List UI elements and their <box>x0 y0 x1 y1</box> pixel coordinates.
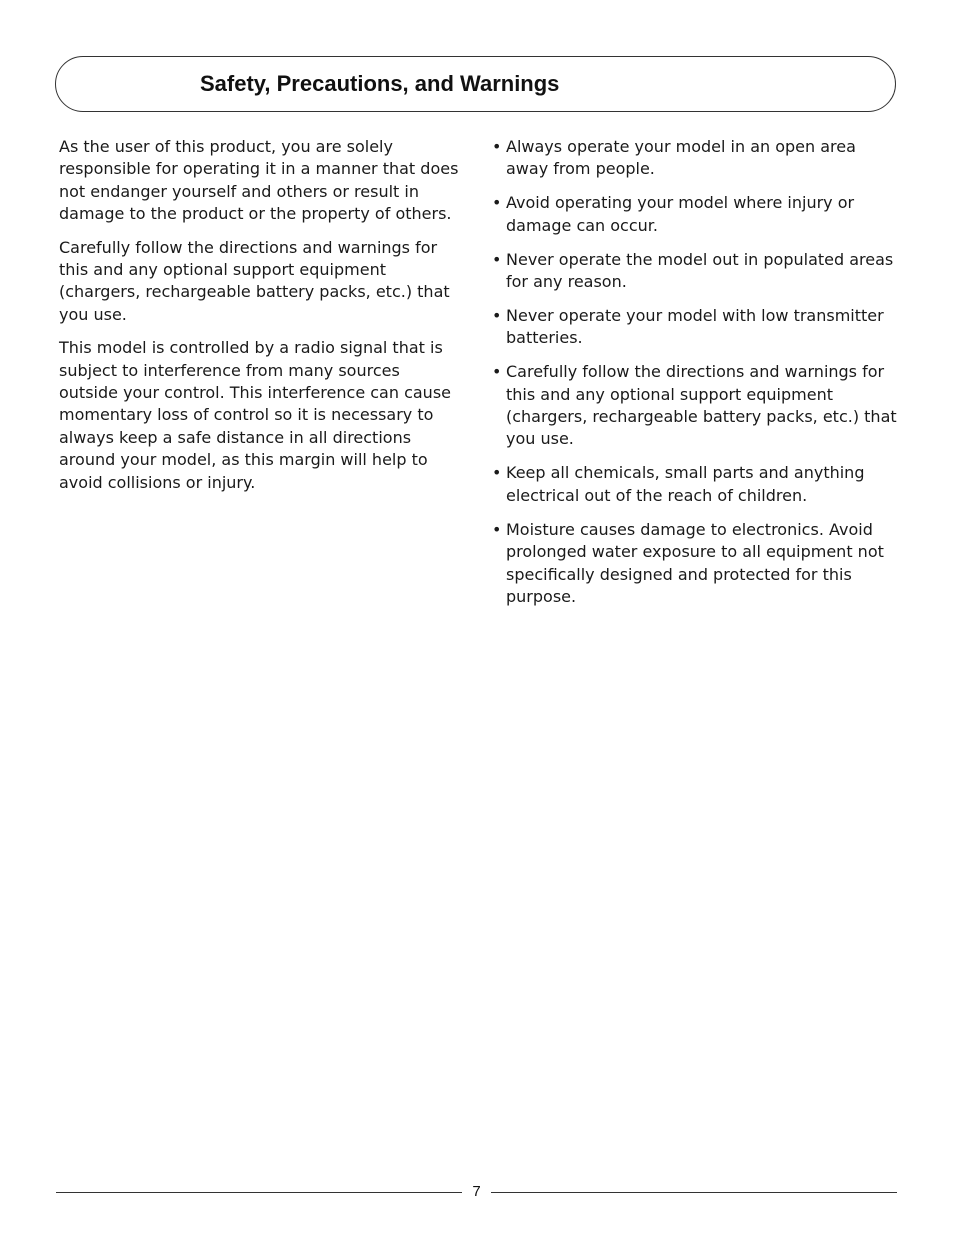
bullet-icon: • <box>492 463 502 483</box>
list-item-text: Carefully follow the directions and warnings for this and any optional support equipment (chargers, rechargeable battery packs, etc.) that you use. <box>506 362 897 449</box>
page-number: 7 <box>472 1183 481 1200</box>
bullet-icon: • <box>492 137 502 156</box>
list-item <box>492 305 902 350</box>
directions-paragraph: Carefully follow the directions and warnings for this and any optional support equipment (chargers, rechargeable battery packs, etc.) that you use. <box>59 237 450 324</box>
left-column <box>59 136 459 505</box>
list-item <box>492 519 902 609</box>
list-item <box>492 192 902 237</box>
right-column <box>492 136 902 620</box>
bullet-icon: • <box>492 249 502 269</box>
bullet-icon: • <box>492 193 502 213</box>
list-item <box>492 462 902 507</box>
list-item <box>492 249 902 294</box>
list-item-text: Never operate your model with low transmitter batteries. <box>506 305 884 348</box>
page-title: Safety, Precautions, and Warnings <box>200 71 560 96</box>
list-item-text: Moisture causes damage to electronics. Avoid prolonged water exposure to all equipment not specifically designed and protected for this purpose. <box>506 519 884 606</box>
list-item-text: Avoid operating your model where injury or damage can occur. <box>506 193 855 235</box>
list-item <box>492 361 902 451</box>
radio-interference-paragraph: This model is controlled by a radio signal that is subject to interference from many sources outside your control. This interference can cause momentary loss of control so it is necessary to always keep a safe distance in all directions around your model, as this margin will help to avoid collisions or injury. <box>59 338 451 492</box>
warnings-list <box>492 136 902 608</box>
footer-divider-left <box>56 1192 462 1193</box>
list-item-text: Always operate your model in an open area away from people. <box>506 137 856 179</box>
list-item-text: Keep all chemicals, small parts and anything electrical out of the reach of children. <box>506 463 865 505</box>
bullet-icon: • <box>492 519 502 539</box>
bullet-icon: • <box>492 362 502 382</box>
list-item <box>492 136 902 181</box>
footer-divider-right <box>491 1192 897 1193</box>
intro-paragraph: As the user of this product, you are solely responsible for operating it in a manner that does not endanger yourself and others or result in damage to the product or the property of others. <box>59 137 459 224</box>
bullet-icon: • <box>492 305 502 325</box>
list-item-text: Never operate the model out in populated areas for any reason. <box>506 249 894 292</box>
